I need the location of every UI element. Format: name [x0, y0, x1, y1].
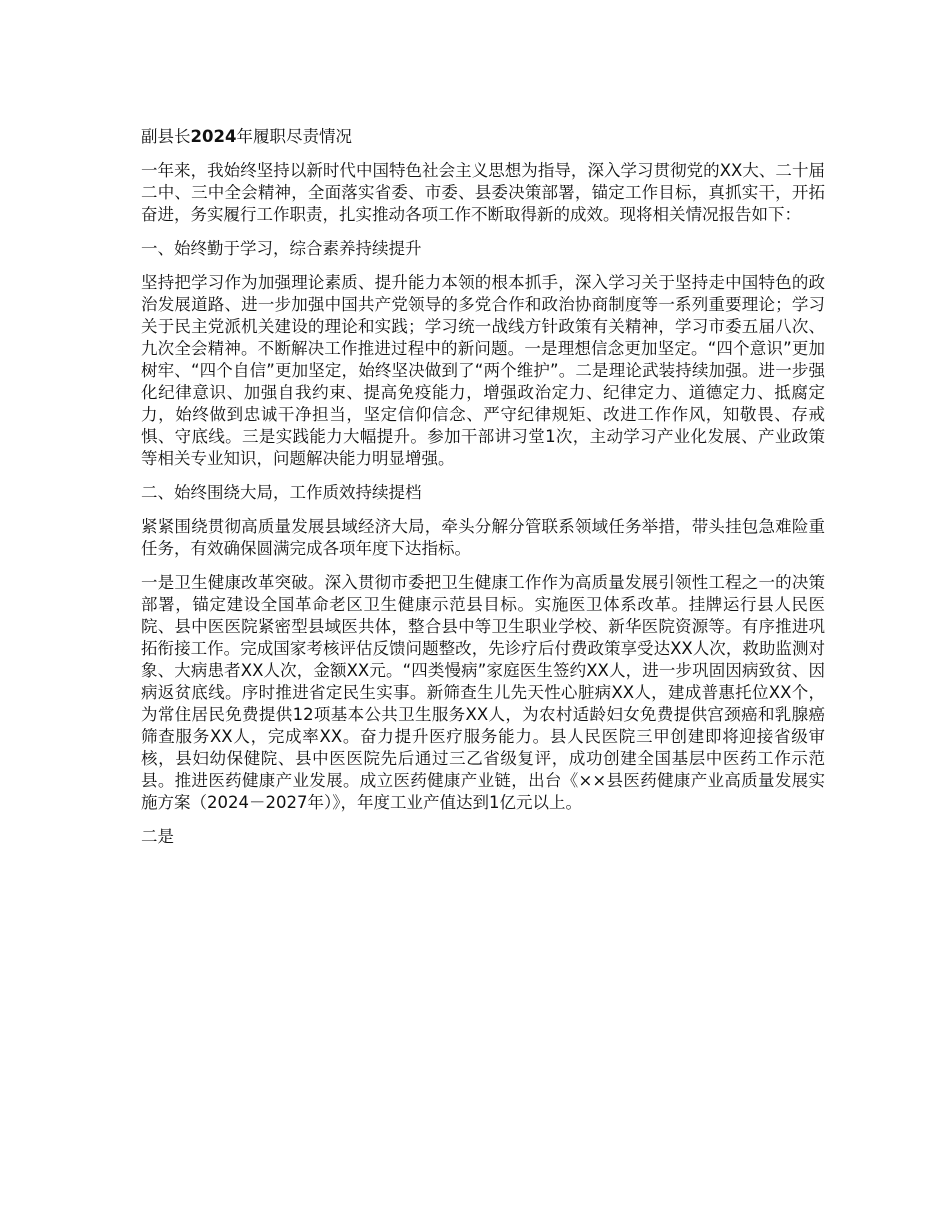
document-page	[141, 126, 825, 860]
intro-paragraph: 一年来，我始终坚持以新时代中国特色社会主义思想为指导，深入学习贯彻党的XX大、二十届二中、三中全会精神，全面落实省委、市委、县委决策部署，锚定工作目标，真抓实干，开拓奋进，务实履行工作职责，扎实推动各项工作不断取得新的成效。现将相关情况报告如下：	[141, 161, 825, 224]
title-prefix: 副县长	[141, 127, 191, 146]
section-heading-2: 二、始终围绕大局，工作质效持续提档	[141, 483, 422, 502]
title-year: 2024	[190, 127, 237, 146]
section-2-item-2-paragraph: 二是	[141, 827, 174, 846]
section-2-intro-paragraph: 紧紧围绕贯彻高质量发展县域经济大局，牵头分解分管联系领域任务举措，带头挂包急难险重任务，有效确保圆满完成各项年度下达指标。	[141, 517, 825, 558]
document-title	[141, 126, 825, 148]
title-suffix: 年履职尽责情况	[236, 127, 352, 146]
section-heading-1: 一、始终勤于学习，综合素养持续提升	[141, 239, 422, 258]
section-2-item-1-paragraph: 一是卫生健康改革突破。深入贯彻市委把卫生健康工作作为高质量发展引领性工程之一的决策部署，锚定建设全国革命老区卫生健康示范县目标。实施医卫体系改革。挂牌运行县人民医院、县中医医院紧密型县域医共体，整合县中等卫生职业学校、新华医院资源等。有序推进巩拓衔接工作。完成国家考核评估反馈问题整改，先诊疗后付费政策享受达XX人次，救助监测对象、大病患者XX人次，金额XX元。“四类慢病”家庭医生签约XX人，进一步巩固因病致贫、因病返贫底线。序时推进省定民生实事。新筛查生儿先天性心脏病XX人，建成普惠托位XX个，为常住居民免费提供12项基本公共卫生服务XX人，为农村适龄妇女免费提供宫颈癌和乳腺癌筛查服务XX人，完成率XX。奋力提升医疗服务能力。县人民医院三甲创建即将迎接省级审核，县妇幼保健院、县中医医院先后通过三乙省级复评，成功创建全国基层中医药工作示范县。推进医药健康产业发展。成立医药健康产业链，出台《××县医药健康产业高质量发展实施方案（2024－2027年）》，年度工业产值达到1亿元以上。	[141, 573, 825, 812]
section-1-paragraph: 坚持把学习作为加强理论素质、提升能力本领的根本抓手，深入学习关于坚持走中国特色的政治发展道路、进一步加强中国共产党领导的多党合作和政治协商制度等一系列重要理论；学习关于民主党派机关建设的理论和实践；学习统一战线方针政策有关精神，学习市委五届八次、九次全会精神。不断解决工作推进过程中的新问题。一是理想信念更加坚定。“四个意识”更加树牢、“四个自信”更加坚定，始终坚决做到了“两个维护”。二是理论武装持续加强。进一步强化纪律意识、加强自我约束、提高免疫能力，增强政治定力、纪律定力、道德定力、抵腐定力，始终做到忠诚干净担当，坚定信仰信念、严守纪律规矩、改进工作作风，知敬畏、存戒惧、守底线。三是实践能力大幅提升。参加干部讲习堂1次，主动学习产业化发展、产业政策等相关专业知识，问题解决能力明显增强。	[141, 273, 825, 468]
